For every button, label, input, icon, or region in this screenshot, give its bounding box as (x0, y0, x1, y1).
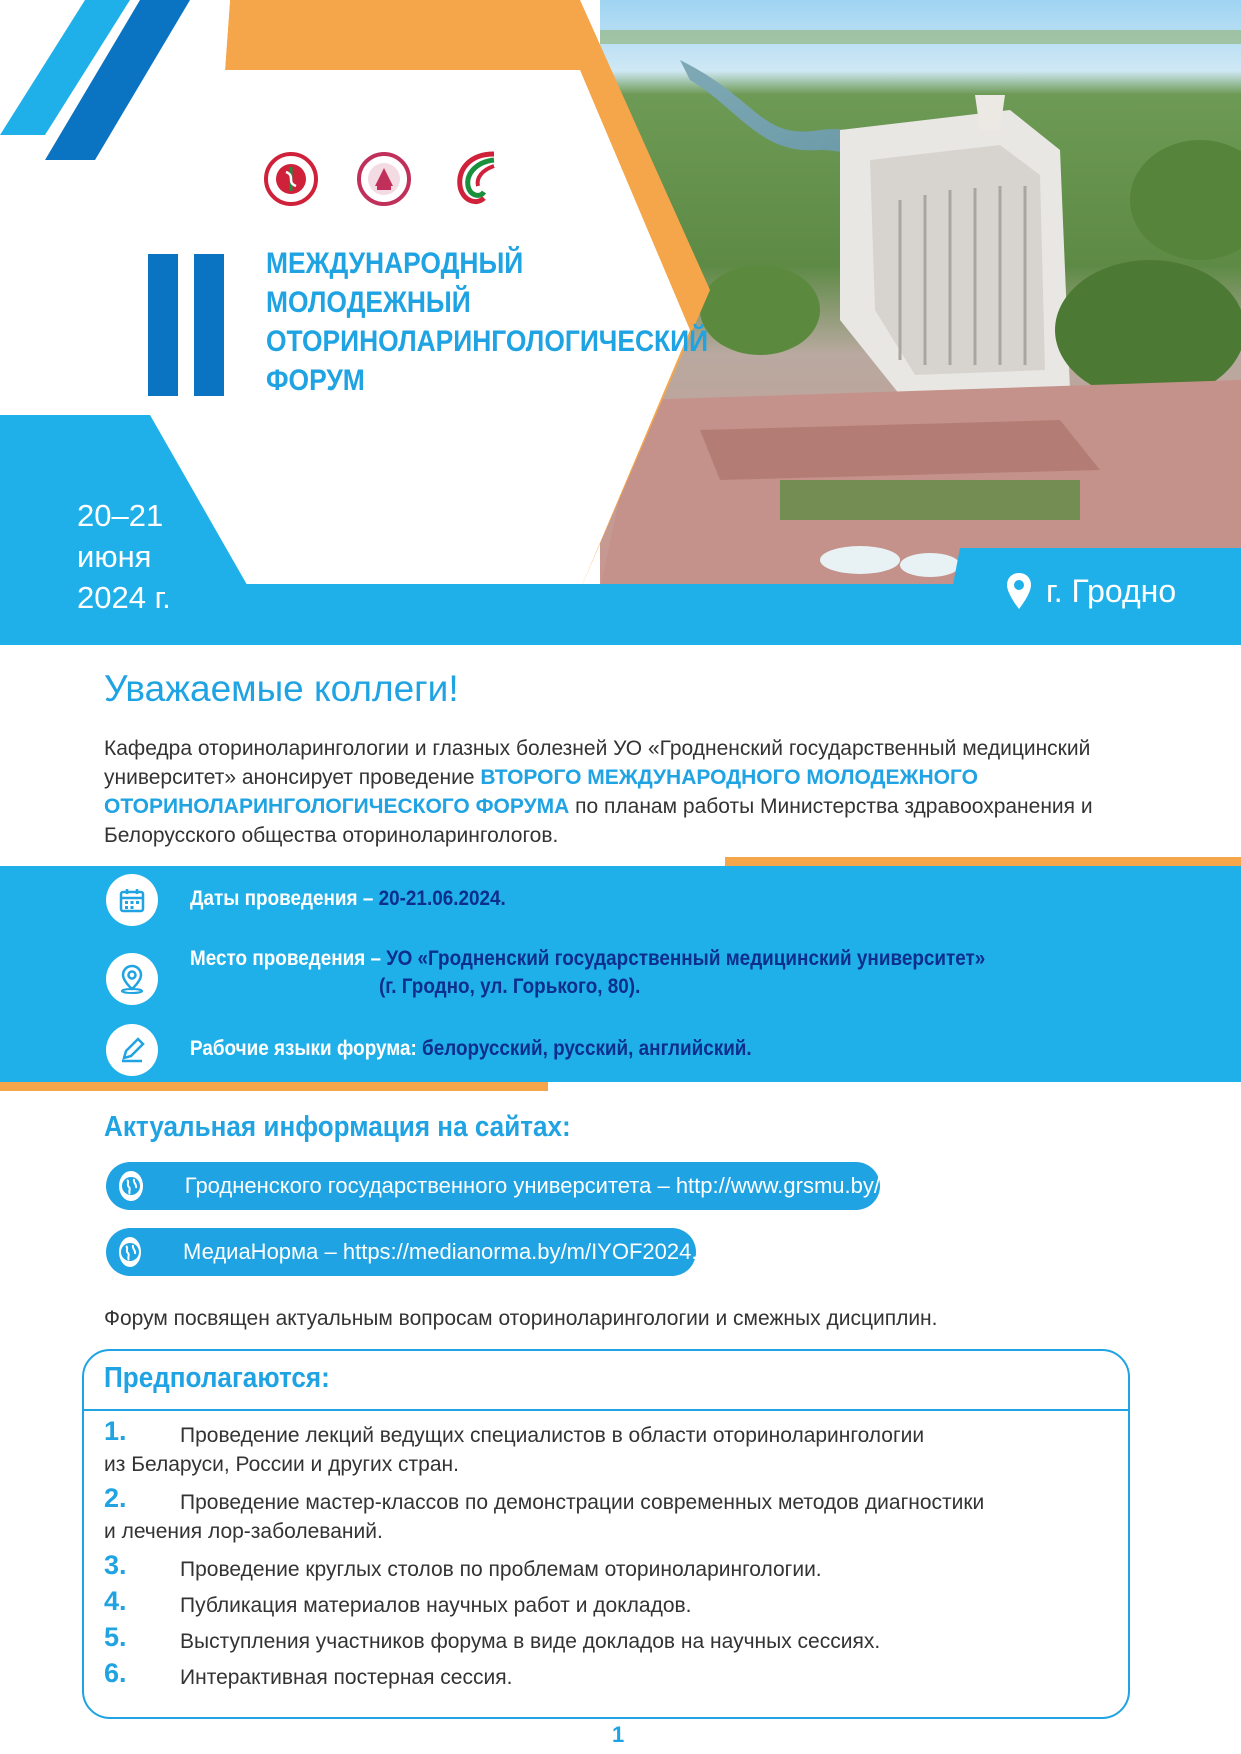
orange-accent-top (725, 857, 1241, 866)
numeral-bar-1 (148, 254, 178, 396)
planned-item-number: 3. (104, 1550, 127, 1580)
forum-dates (77, 495, 171, 618)
site-link-grsmu[interactable] (106, 1162, 880, 1210)
site-link-medianorma[interactable] (106, 1228, 696, 1276)
numeral-bar-2 (194, 254, 224, 396)
info-place (190, 945, 985, 1001)
dates-label: Даты проведения – (190, 887, 379, 910)
date-year: 2024 г. (77, 580, 171, 615)
planned-item-2 (104, 1483, 985, 1546)
intro-text-part1: Кафедра оториноларингологии и глазных болезней УО «Гродненский государственный медицинский университет» анонсирует проведение (104, 737, 1091, 789)
site-link-grsmu-text: Гродненского государственного университета – http://www.grsmu.by/ (184, 1173, 880, 1198)
date-month: июня (77, 539, 152, 574)
planned-divider (84, 1409, 1128, 1411)
greeting: Уважаемые коллеги! (104, 668, 459, 709)
place-value-line2: (г. Гродно, ул. Горького, 80). (379, 975, 641, 998)
date-days: 20–21 (77, 498, 164, 533)
page-number: 1 (612, 1722, 625, 1747)
planned-title: Предполагаются: (104, 1362, 330, 1394)
planned-item-text-cont: и лечения лор-заболеваний. (104, 1520, 383, 1543)
planned-item-number: 5. (104, 1622, 127, 1652)
planned-item-number: 1. (104, 1416, 127, 1446)
intro-text-part2: по планам работы Министерства здравоохранения и Белорусского общества оториноларингологов. (104, 795, 1093, 847)
planned-item-number: 2. (104, 1483, 127, 1513)
planned-item-3 (104, 1550, 822, 1584)
title-line-2: МОЛОДЕЖНЫЙ (266, 286, 471, 319)
place-value-line1: УО «Гродненский государственный медицинский университет» (386, 947, 986, 970)
globe-icon (119, 1171, 143, 1201)
site-link-medianorma-text: МедиаНорма – https://medianorma.by/m/IYOF2024. (183, 1239, 698, 1264)
orange-accent-bottom (0, 1082, 548, 1091)
sites-title: Актуальная информация на сайтах: (104, 1111, 571, 1143)
intro-paragraph (104, 734, 1114, 850)
forum-city (1006, 572, 1176, 610)
ministry-health-logo-icon (264, 152, 318, 206)
title-line-1: МЕЖДУНАРОДНЫЙ (266, 247, 524, 280)
location-pin-icon (1006, 572, 1032, 610)
forum-note: Форум посвящен актуальным вопросам оториноларингологии и смежных дисциплин. (104, 1307, 938, 1330)
calendar-icon (106, 874, 158, 926)
forum-title (266, 244, 768, 400)
otorhinolaryngology-society-logo-icon (454, 148, 504, 208)
languages-label: Рабочие языки форума: (190, 1037, 423, 1060)
intro-highlight: ВТОРОГО МЕЖДУНАРОДНОГО МОЛОДЕЖНОГО ОТОРИНОЛАРИНГОЛОГИЧЕСКОГО ФОРУМА (104, 766, 978, 818)
planned-item-text: Публикация материалов научных работ и докладов. (180, 1594, 692, 1617)
header-banner (0, 0, 1241, 645)
info-languages (190, 1035, 752, 1063)
planned-item-text: Интерактивная постерная сессия. (180, 1666, 513, 1689)
dates-value: 20-21.06.2024. (378, 887, 506, 910)
planned-item-text-cont: из Беларуси, России и других стран. (104, 1453, 459, 1476)
planned-item-number: 6. (104, 1658, 127, 1688)
pen-icon (106, 1024, 158, 1076)
title-line-3: ОТОРИНОЛАРИНГОЛОГИЧЕСКИЙ (266, 325, 709, 358)
planned-item-text: Проведение мастер-классов по демонстрации современных методов диагностики (180, 1491, 985, 1514)
globe-icon (119, 1237, 141, 1267)
title-line-4: ФОРУМ (266, 364, 365, 397)
city-name: г. Гродно (1046, 572, 1177, 609)
planned-item-text: Выступления участников форума в виде докладов на научных сессиях. (180, 1630, 881, 1653)
planned-item-text: Проведение лекций ведущих специалистов в области оториноларингологии (180, 1424, 925, 1447)
info-dates (190, 885, 506, 913)
planned-item-4 (104, 1586, 692, 1620)
location-icon (106, 953, 158, 1005)
languages-value: белорусский, русский, английский. (422, 1037, 752, 1060)
planned-item-5 (104, 1622, 881, 1656)
place-label: Место проведения – (190, 947, 387, 970)
planned-item-text: Проведение круглых столов по проблемам оториноларингологии. (180, 1558, 822, 1581)
planned-item-6 (104, 1658, 513, 1692)
planned-item-number: 4. (104, 1586, 127, 1616)
grsmu-logo-icon (357, 152, 411, 206)
planned-item-1 (104, 1416, 925, 1479)
